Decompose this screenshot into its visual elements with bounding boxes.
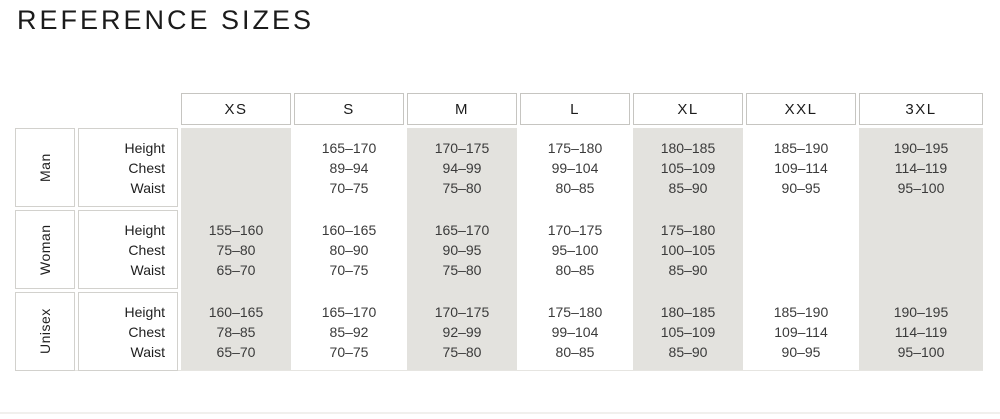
value-line: 160–165	[208, 303, 264, 320]
values-woman-l	[520, 210, 630, 289]
values-woman-xs	[181, 210, 291, 289]
value-line: 95–100	[897, 179, 945, 196]
value-line: 99–104	[551, 159, 599, 176]
value-line: 190–195	[893, 303, 949, 320]
values-woman-3xl	[859, 210, 983, 289]
value-line: 75–80	[442, 179, 482, 196]
values-man-s	[294, 128, 404, 207]
value-line: 114–119	[894, 323, 948, 340]
size-header-xl: XL	[633, 93, 743, 125]
values-unisex-3xl	[859, 292, 983, 371]
value-line: 70–75	[329, 343, 369, 360]
value-line: 109–114	[774, 323, 828, 340]
value-line: 65–70	[216, 343, 256, 360]
value-line: 175–180	[660, 221, 716, 238]
measurement-labels	[78, 210, 178, 289]
measurement-label-chest: Chest	[128, 241, 165, 258]
value-line: 190–195	[893, 139, 949, 156]
value-line: 85–90	[668, 343, 708, 360]
values-woman-s	[294, 210, 404, 289]
value-line: 89–94	[329, 159, 369, 176]
value-line: 92–99	[442, 323, 482, 340]
values-unisex-xs	[181, 292, 291, 371]
value-line: 65–70	[216, 261, 256, 278]
value-line: 85–90	[668, 261, 708, 278]
measurement-label-height: Height	[124, 303, 165, 320]
value-line: 85–92	[329, 323, 369, 340]
values-woman-m	[407, 210, 517, 289]
values-man-l	[520, 128, 630, 207]
value-line: 80–85	[555, 343, 595, 360]
value-line: 80–85	[555, 261, 595, 278]
group-label-woman: Woman	[15, 210, 75, 289]
value-line: 180–185	[660, 303, 716, 320]
values-unisex-s	[294, 292, 404, 371]
size-header-s: S	[294, 93, 404, 125]
value-line: 95–100	[897, 343, 945, 360]
measurement-label-chest: Chest	[128, 323, 165, 340]
value-line: 105–109	[660, 323, 716, 340]
value-line: 165–170	[434, 221, 490, 238]
values-unisex-l	[520, 292, 630, 371]
value-line: 170–175	[434, 303, 490, 320]
values-man-xxl	[746, 128, 856, 207]
values-man-m	[407, 128, 517, 207]
value-line: 78–85	[216, 323, 256, 340]
measurement-label-chest: Chest	[128, 159, 165, 176]
measurement-label-height: Height	[124, 139, 165, 156]
value-line: 90–95	[781, 179, 821, 196]
size-header-l: L	[520, 93, 630, 125]
measurement-label-waist: Waist	[130, 343, 165, 360]
value-line: 185–190	[773, 139, 829, 156]
values-unisex-m	[407, 292, 517, 371]
value-line: 170–175	[547, 221, 603, 238]
value-line: 165–170	[321, 303, 377, 320]
values-woman-xxl	[746, 210, 856, 289]
values-woman-xl	[633, 210, 743, 289]
value-line: 109–114	[774, 159, 828, 176]
value-line: 70–75	[329, 179, 369, 196]
value-line: 105–109	[660, 159, 716, 176]
value-line: 80–85	[555, 179, 595, 196]
page-title: REFERENCE SIZES	[17, 5, 315, 35]
size-table	[15, 93, 983, 371]
value-line: 165–170	[321, 139, 377, 156]
value-line: 75–80	[216, 241, 256, 258]
value-line: 175–180	[547, 303, 603, 320]
size-header-3xl: 3XL	[859, 93, 983, 125]
value-line: 114–119	[894, 159, 948, 176]
value-line: 160–165	[321, 221, 377, 238]
size-header-xxl: XXL	[746, 93, 856, 125]
value-line: 155–160	[208, 221, 264, 238]
value-line: 175–180	[547, 139, 603, 156]
value-line: 90–95	[781, 343, 821, 360]
group-label-unisex: Unisex	[15, 292, 75, 371]
values-man-xl	[633, 128, 743, 207]
measurement-label-waist: Waist	[130, 261, 165, 278]
values-man-3xl	[859, 128, 983, 207]
measurement-labels	[78, 128, 178, 207]
value-line: 75–80	[442, 261, 482, 278]
value-line: 95–100	[551, 241, 599, 258]
measurement-labels	[78, 292, 178, 371]
bottom-divider	[0, 412, 1000, 414]
group-label-man: Man	[15, 128, 75, 207]
values-unisex-xxl	[746, 292, 856, 371]
value-line: 185–190	[773, 303, 829, 320]
value-line: 180–185	[660, 139, 716, 156]
measurement-label-waist: Waist	[130, 179, 165, 196]
values-man-xs	[181, 128, 291, 207]
value-line: 100–105	[660, 241, 716, 258]
value-line: 85–90	[668, 179, 708, 196]
value-line: 170–175	[434, 139, 490, 156]
value-line: 90–95	[442, 241, 482, 258]
value-line: 94–99	[442, 159, 482, 176]
value-line: 99–104	[551, 323, 599, 340]
size-header-xs: XS	[181, 93, 291, 125]
value-line: 80–90	[329, 241, 369, 258]
size-header-m: M	[407, 93, 517, 125]
value-line: 75–80	[442, 343, 482, 360]
values-unisex-xl	[633, 292, 743, 371]
value-line: 70–75	[329, 261, 369, 278]
measurement-label-height: Height	[124, 221, 165, 238]
